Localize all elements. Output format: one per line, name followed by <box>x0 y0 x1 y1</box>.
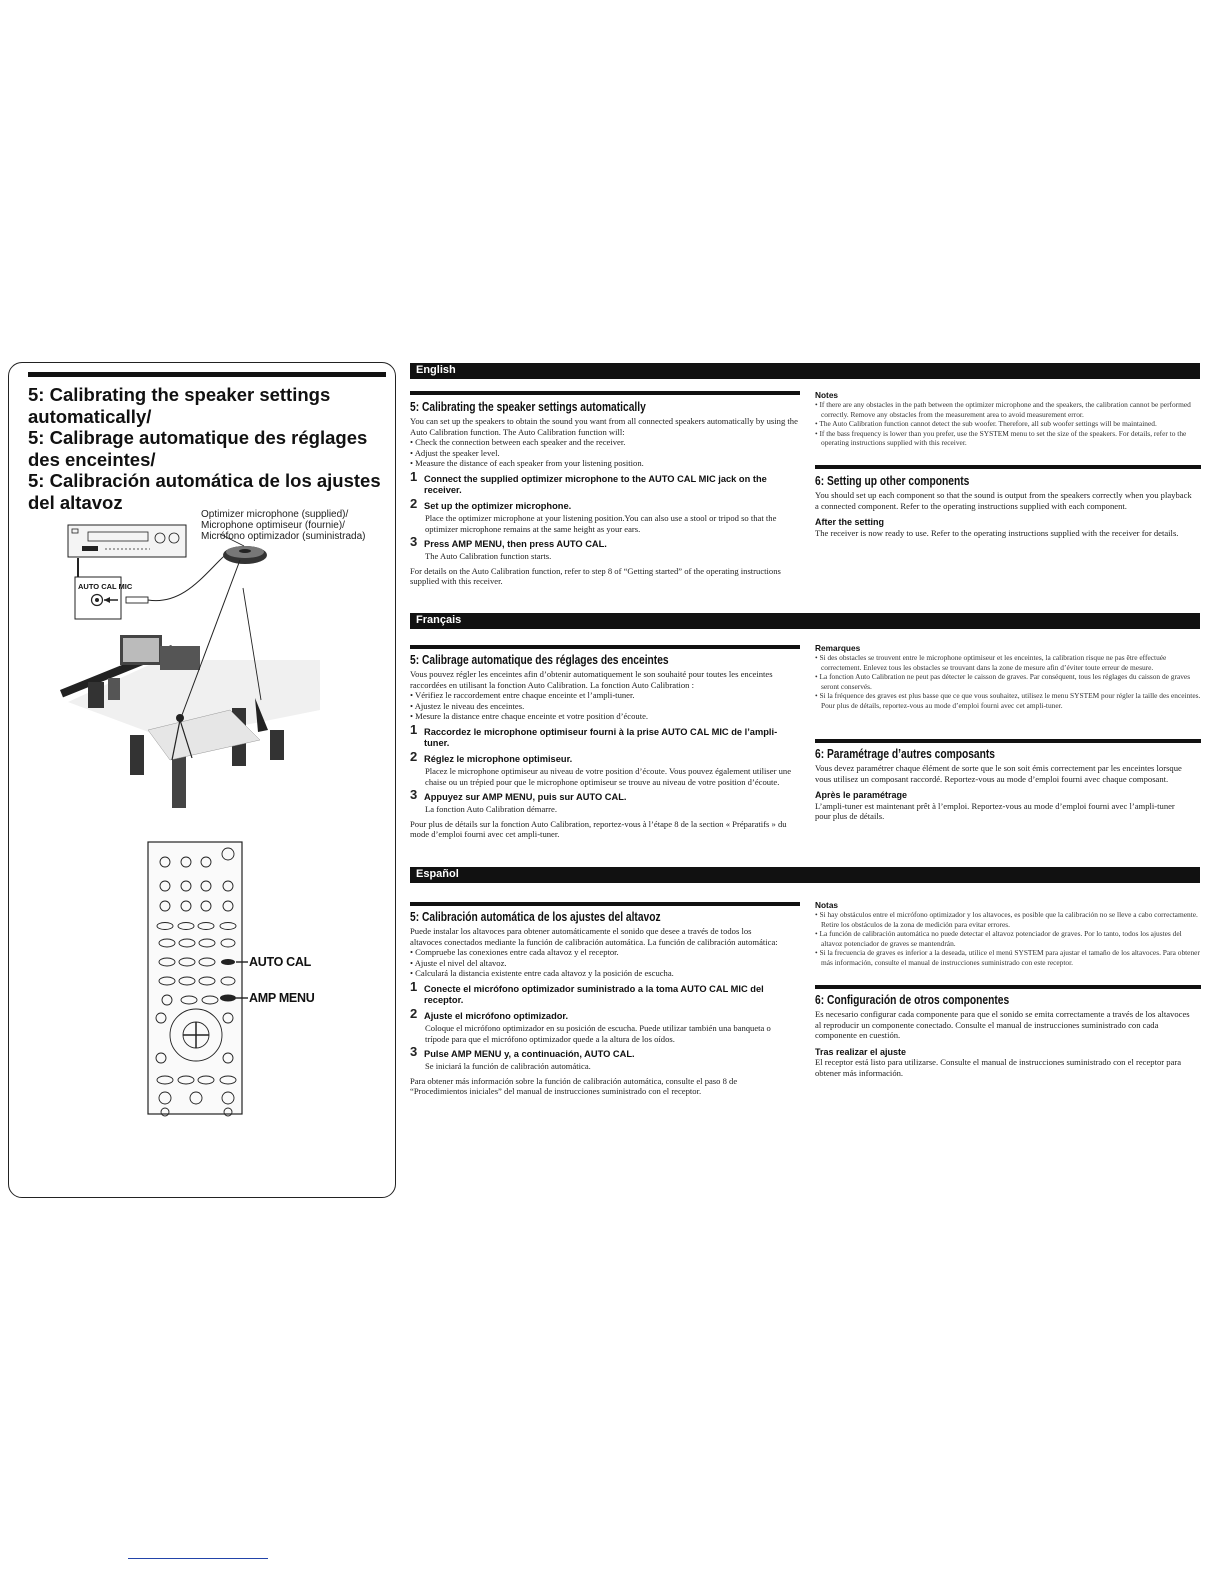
section-title-2: 6: Configuración de otros componentes <box>815 993 1010 1007</box>
after-text: El receptor está listo para utilizarse. Consulte el manual de instrucciones suministrado con el receptor para obtener más información. <box>815 1057 1182 1078</box>
notes-block-es <box>815 900 1201 967</box>
notes-heading: Remarques <box>815 643 861 653</box>
intro-text: You can set up the speakers to obtain the sound you want from all connected speakers automatically by using the Auto Calibration function. The Auto Calibration function will: <box>410 416 798 437</box>
note-item: • If the bass frequency is lower than you prefer, use the SYSTEM menu to set the size of the speakers. For details, refer to the operating instructions supplied with this receiver. <box>815 428 1187 447</box>
section-body-2-fr <box>815 763 1187 822</box>
section-body-2-es <box>815 1009 1195 1079</box>
bullet-item: • Compruebe las conexiones entre cada altavoz y el receptor. <box>410 947 619 958</box>
section-body-2-en <box>815 490 1195 538</box>
auto-cal-mic-jack-label: AUTO CAL MIC <box>78 582 133 591</box>
section-body-en <box>410 416 800 587</box>
bullet-item: • Mesure la distance entre chaque enceinte et votre position d’écoute. <box>410 711 649 722</box>
bullet-item: • Vérifiez le raccordement entre chaque enceinte et l’ampli-tuner. <box>410 690 635 701</box>
notes-list <box>815 910 1201 967</box>
section-title: 5: Calibración automática de los ajustes del altavoz <box>410 910 661 924</box>
notes-list <box>815 400 1201 448</box>
bullet-item: • Calculará la distancia existente entre cada altavoz y la posición de escucha. <box>410 968 674 979</box>
main-title-line-en: 5: Calibrating the speaker settings automatically/ <box>28 384 331 427</box>
bullet-item: • Ajuste el nivel del altavoz. <box>410 957 507 968</box>
note-item: • The Auto Calibration function cannot detect the sub woofer. Therefore, all sub woofer settings will be maintained. <box>815 419 1157 428</box>
bullet-item: • Check the connection between each speaker and the receiver. <box>410 437 626 448</box>
main-title-line-es: 5: Calibración automática de los ajustes del altavoz <box>28 470 381 513</box>
mic-caption-en: Optimizer microphone (supplied)/ <box>201 509 349 520</box>
section-rule <box>410 391 800 395</box>
lang-bar-french <box>410 613 1200 629</box>
mic-caption-es: Micrófono optimizador (suministrada) <box>201 531 366 542</box>
main-title <box>28 384 390 513</box>
notes-heading: Notas <box>815 900 839 910</box>
step-item: 1 Raccordez le microphone optimiseur fourni à la prise AUTO CAL MIC de l’ampli-tuner. <box>410 721 778 749</box>
main-title-line-fr: 5: Calibrage automatique des réglages des enceintes/ <box>28 427 368 470</box>
section-title-2: 6: Paramétrage d’autres composants <box>815 747 996 761</box>
section-rule <box>815 465 1201 469</box>
intro-text: Vous pouvez régler les enceintes afin d’obtenir automatiquement le son souhaité pour toutes les enceintes raccordées en utilisant la fonction Auto Calibration. La fonction Auto Calibration : <box>410 669 773 690</box>
amp-menu-button-label: AMP MENU <box>249 991 315 1005</box>
lang-bar-english <box>410 363 1200 379</box>
section-rule <box>410 902 800 906</box>
lang-label: Español <box>416 868 459 880</box>
para-text: Es necesario configurar cada componente para que el sonido se emita correctamente a través de los altavoces al reproducir un componente conectado. Consulte el manual de instrucciones suministrado con cada componente en cuestión. <box>815 1009 1190 1041</box>
after-heading: After the setting <box>815 517 885 528</box>
note-item: • If there are any obstacles in the path between the optimizer microphone and the speakers, the calibration cannot be performed correctly. Remove any obstacles from the measurement area to avoid measurement error. <box>815 400 1191 419</box>
step-item: 2 Réglez le microphone optimiseur. Placez le microphone optimiseur au niveau de votre position d’écoute. Vous pouvez également utiliser une chaise ou un trépied pour que le microphone optimiseur se trouve au niveau de votre position d’écoute. <box>410 748 792 788</box>
step-item: 3 Appuyez sur AMP MENU, puis sur AUTO CAL. La fonction Auto Calibration démarre. <box>410 786 627 815</box>
notes-block-en <box>815 390 1201 448</box>
step-item: 2 Ajuste el micrófono optimizador. Coloque el micrófono optimizador en su posición de escucha. Puede utilizar también una banqueta o trípode para que el micrófono optimizador quede a la altura de los oídos. <box>410 1005 771 1045</box>
note-item: • Si hay obstáculos entre el micrófono optimizador y los altavoces, es posible que la calibración no se lleve a cabo correctamente. Retire los obstáculos de la zona de medición para evitar errores. <box>815 910 1198 929</box>
setup-illustration <box>60 520 350 820</box>
note-item: • Si la frecuencia de graves es inferior a la deseada, utilice el menú SYSTEM para ajustar el tamaño de los altavoces. Para obtener más información, consulte el manual de instrucciones suministrado con este receptor. <box>815 948 1200 967</box>
note-item: • La función de calibración automática no puede detectar el altavoz potenciador de graves. Por lo tanto, todos los ajustes del altavoz potenciador de graves se mantendrán. <box>815 929 1182 948</box>
section-body-fr <box>410 669 800 840</box>
section-rule <box>410 645 800 649</box>
step-item: 3 Press AMP MENU, then press AUTO CAL. The Auto Calibration function starts. <box>410 533 607 562</box>
lang-bar-spanish <box>410 867 1200 883</box>
outro-text: For details on the Auto Calibration function, refer to step 8 of “Getting started” of the operating instructions supplied with this receiver. <box>410 565 781 587</box>
remote-control-icon <box>140 840 250 1118</box>
notes-block-fr <box>815 643 1201 710</box>
step-item: 3 Pulse AMP MENU y, a continuación, AUTO CAL. Se iniciará la función de calibración automática. <box>410 1043 635 1072</box>
section-title: 5: Calibrating the speaker settings automatically <box>410 400 646 414</box>
lang-label: Français <box>416 614 462 626</box>
left-title-rule <box>28 372 386 377</box>
bullet-item: • Ajustez le niveau des enceintes. <box>410 700 525 711</box>
auto-cal-button-label: AUTO CAL <box>249 955 311 969</box>
step-item: 2 Set up the optimizer microphone. Place the optimizer microphone at your listening position.You can also use a stool or tripod so that the optimizer microphone remains at the same height as your ears. <box>410 495 777 535</box>
para-text: Vous devez paramétrer chaque élément de sorte que le son soit émis correctement par les enceintes lorsque vous utilisez un composant raccordé. Reportez-vous au mode d’emploi fourni avec chaque composant. <box>815 763 1182 784</box>
intro-text: Puede instalar los altavoces para obtener automáticamente el sonido que desee a través de todos los altavoces conectados mediante la función de calibración automática. La función de calibración automática: <box>410 926 778 947</box>
after-text: The receiver is now ready to use. Refer to the operating instructions supplied with the receiver for details. <box>815 527 1179 538</box>
note-item: • Si la fréquence des graves est plus basse que ce que vous souhaitez, utilisez le menu SYSTEM pour régler la taille des enceintes. Pour plus de détails, reportez-vous au mode d’emploi fourni avec cet ampli-tuner. <box>815 691 1201 710</box>
notes-list <box>815 653 1201 710</box>
footer-line <box>128 1558 268 1559</box>
notes-heading: Notes <box>815 390 839 400</box>
bullet-item: • Adjust the speaker level. <box>410 447 500 458</box>
lang-label: English <box>416 364 456 376</box>
section-title-2: 6: Setting up other components <box>815 474 970 488</box>
receiver-icon <box>68 525 186 557</box>
step-item: 1 Connect the supplied optimizer microphone to the AUTO CAL MIC jack on the receiver. <box>410 468 767 496</box>
mic-caption-fr: Microphone optimiseur (fournie)/ <box>201 520 345 531</box>
section-rule <box>815 739 1201 743</box>
optimizer-microphone-icon <box>223 546 267 564</box>
step-item: 1 Conecte el micrófono optimizador suministrado a la toma AUTO CAL MIC del receptor. <box>410 978 764 1006</box>
outro-text: Pour plus de détails sur la fonction Auto Calibration, reportez-vous à l’étape 8 de la section « Préparatifs » du mode d’emploi fourni avec cet ampli-tuner. <box>410 818 787 840</box>
note-item: • Si des obstacles se trouvent entre le microphone optimiseur et les enceintes, la calibration risque ne pas être effectuée correctement. Enlevez tous les obstacles se trouvant dans la zone de mesure afin d’éviter toute erreur de mesure. <box>815 653 1167 672</box>
after-text: L’ampli-tuner est maintenant prêt à l’emploi. Reportez-vous au mode d’emploi fourni avec l’ampli-tuner pour plus de détails. <box>815 800 1175 822</box>
outro-text: Para obtener más información sobre la función de calibración automática, consulte el paso 8 de “Procedimientos iniciales” del manual de instrucciones suministrado con el receptor. <box>410 1075 738 1097</box>
bullet-item: • Measure the distance of each speaker from your listening position. <box>410 458 644 469</box>
after-heading: Après le paramétrage <box>815 790 908 801</box>
after-heading: Tras realizar el ajuste <box>815 1046 907 1057</box>
section-rule <box>815 985 1201 989</box>
section-title: 5: Calibrage automatique des réglages des enceintes <box>410 653 669 667</box>
note-item: • La fonction Auto Calibration ne peut pas détecter le caisson de graves. Par conséquent, tous les réglages du caisson de graves seront conservés. <box>815 672 1191 691</box>
section-body-es <box>410 926 782 1097</box>
para-text: You should set up each component so that the sound is output from the speakers correctly when you playback a connected component. Refer to the operating instructions supplied with each component. <box>815 490 1192 511</box>
